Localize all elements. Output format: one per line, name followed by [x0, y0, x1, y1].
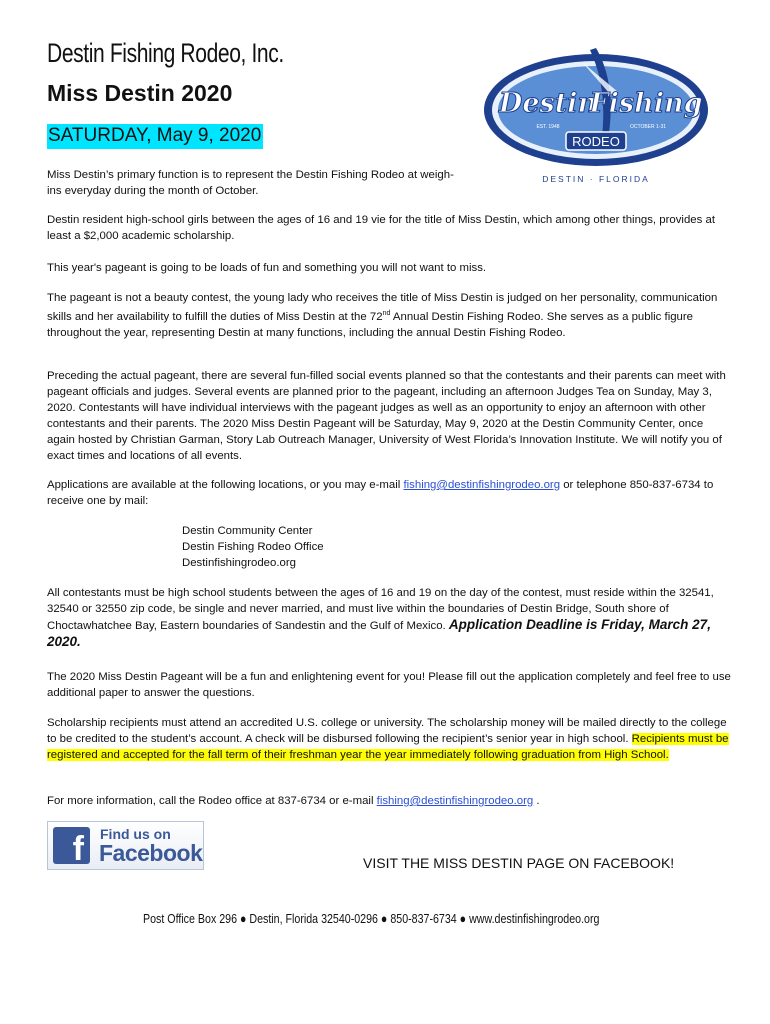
location-item: Destin Community Center	[182, 525, 313, 537]
location-item: Destin Fishing Rodeo Office	[182, 541, 324, 553]
application-locations	[182, 523, 324, 571]
application-deadline: Application Deadline is Friday, March 27, 2020.	[47, 617, 711, 649]
facebook-icon: f	[53, 827, 90, 864]
paragraph-requirements: All contestants must be high school students between the ages of 16 and 19 on the day of the contest, must reside within the 32541, 32540 or 32550 zip code, be single and never married, and must live within the boundaries of Destin Bridge, South shore of Choctawhatchee Bay, Eastern boundaries of Sandestin and the Gulf of Mexico. Application Deadline is Friday, March 27, 2020.	[47, 587, 714, 649]
facebook-badge[interactable]	[47, 821, 204, 870]
footer-contact: Post Office Box 296 ● Destin, Florida 32540-0296 ● 850-837-6734 ● www.destinfishingrodeo.org	[143, 911, 600, 926]
paragraph-social-events: Preceding the actual pageant, there are several fun-filled social events planned so that the contestants and their parents can meet with pageant officials and judges. Several events are planned prior to the pageant, including an afternoon Judges Tea on Sunday, May 3, 2020. Contestants will have individual interviews with the pageant judges as well as an opportunity to enjoy an afternoon with other contestants and their parents. The 2020 Miss Destin Pageant will be Saturday, May 9, 2020 at the Destin Community Center, once again hosted by Christian Garman, Story Lab Outreach Manager, University of West Florida’s Innovation Institute. We will notify you of exact times and locations of all events.	[47, 370, 726, 462]
logo-est: EST. 1948	[536, 124, 560, 130]
paragraph-primary-function: Miss Destin’s primary function is to represent the Destin Fishing Rodeo at weigh-ins everyday during the month of October.	[47, 169, 454, 197]
date-banner: SATURDAY, May 9, 2020	[47, 124, 263, 149]
destin-fishing-rodeo-logo	[478, 42, 714, 192]
email-link-footer[interactable]: fishing@destinfishingrodeo.org	[376, 795, 534, 807]
paragraph-applications: Applications are available at the following locations, or you may e-mail fishing@destinfishingrodeo.org or telephone 850-837-6734 to receive one by mail:	[47, 479, 714, 507]
highlighted-requirement: Recipients must be registered and accepted for the fall term of their freshman year the year immediately following graduation from High School.	[47, 733, 729, 761]
facebook-visit-text: VISIT THE MISS DESTIN PAGE ON FACEBOOK!	[363, 855, 675, 871]
logo-word-fishing: Fishing	[589, 88, 703, 119]
organization-name: Destin Fishing Rodeo, Inc.	[47, 38, 284, 68]
logo-location: DESTIN · FLORIDA	[542, 174, 650, 184]
logo-month: OCTOBER 1-31	[629, 124, 667, 130]
email-link[interactable]: fishing@destinfishingrodeo.org	[403, 479, 561, 491]
facebook-find-us-label: Find us on	[100, 826, 171, 842]
paragraph-not-beauty-contest: The pageant is not a beauty contest, the young lady who receives the title of Miss Destin is judged on her personality, communication skills and her availability to fulfill the duties of Miss Destin at the 72nd Annual Destin Fishing Rodeo. She serves as a public figure throughout the year, representing Destin at many functions, including the annual Destin Fishing Rodeo.	[47, 292, 718, 339]
facebook-brand-label: Facebook	[99, 840, 203, 866]
paragraph-fun: This year's pageant is going to be loads of fun and something you will not want to miss.	[47, 262, 487, 274]
logo-word-destin: Destin	[498, 88, 598, 119]
paragraph-fun-event: The 2020 Miss Destin Pageant will be a fun and enlightening event for you! Please fill out the application completely and feel free to use additional paper to answer the questions.	[47, 671, 731, 699]
logo-word-rodeo: RODEO	[572, 134, 620, 149]
paragraph-more-info: For more information, call the Rodeo office at 837-6734 or e-mail fishing@destinfishingrodeo.org .	[47, 795, 540, 807]
paragraph-eligibility-intro: Destin resident high-school girls between the ages of 16 and 19 vie for the title of Miss Destin, which among other things, provides at least a $2,000 academic scholarship.	[47, 214, 715, 242]
location-item: Destinfishingrodeo.org	[182, 557, 296, 569]
ordinal-suffix: nd	[382, 310, 391, 317]
paragraph-scholarship: Scholarship recipients must attend an accredited U.S. college or university. The scholarship money will be mailed directly to the college to be credited to the student’s account. A check will be disbursed following the recipient’s senior year in high school. Recipients must be registered and accepted for the fall term of their freshman year the year immediately following graduation from High School.	[47, 717, 729, 761]
page-title: Miss Destin 2020	[47, 80, 233, 106]
